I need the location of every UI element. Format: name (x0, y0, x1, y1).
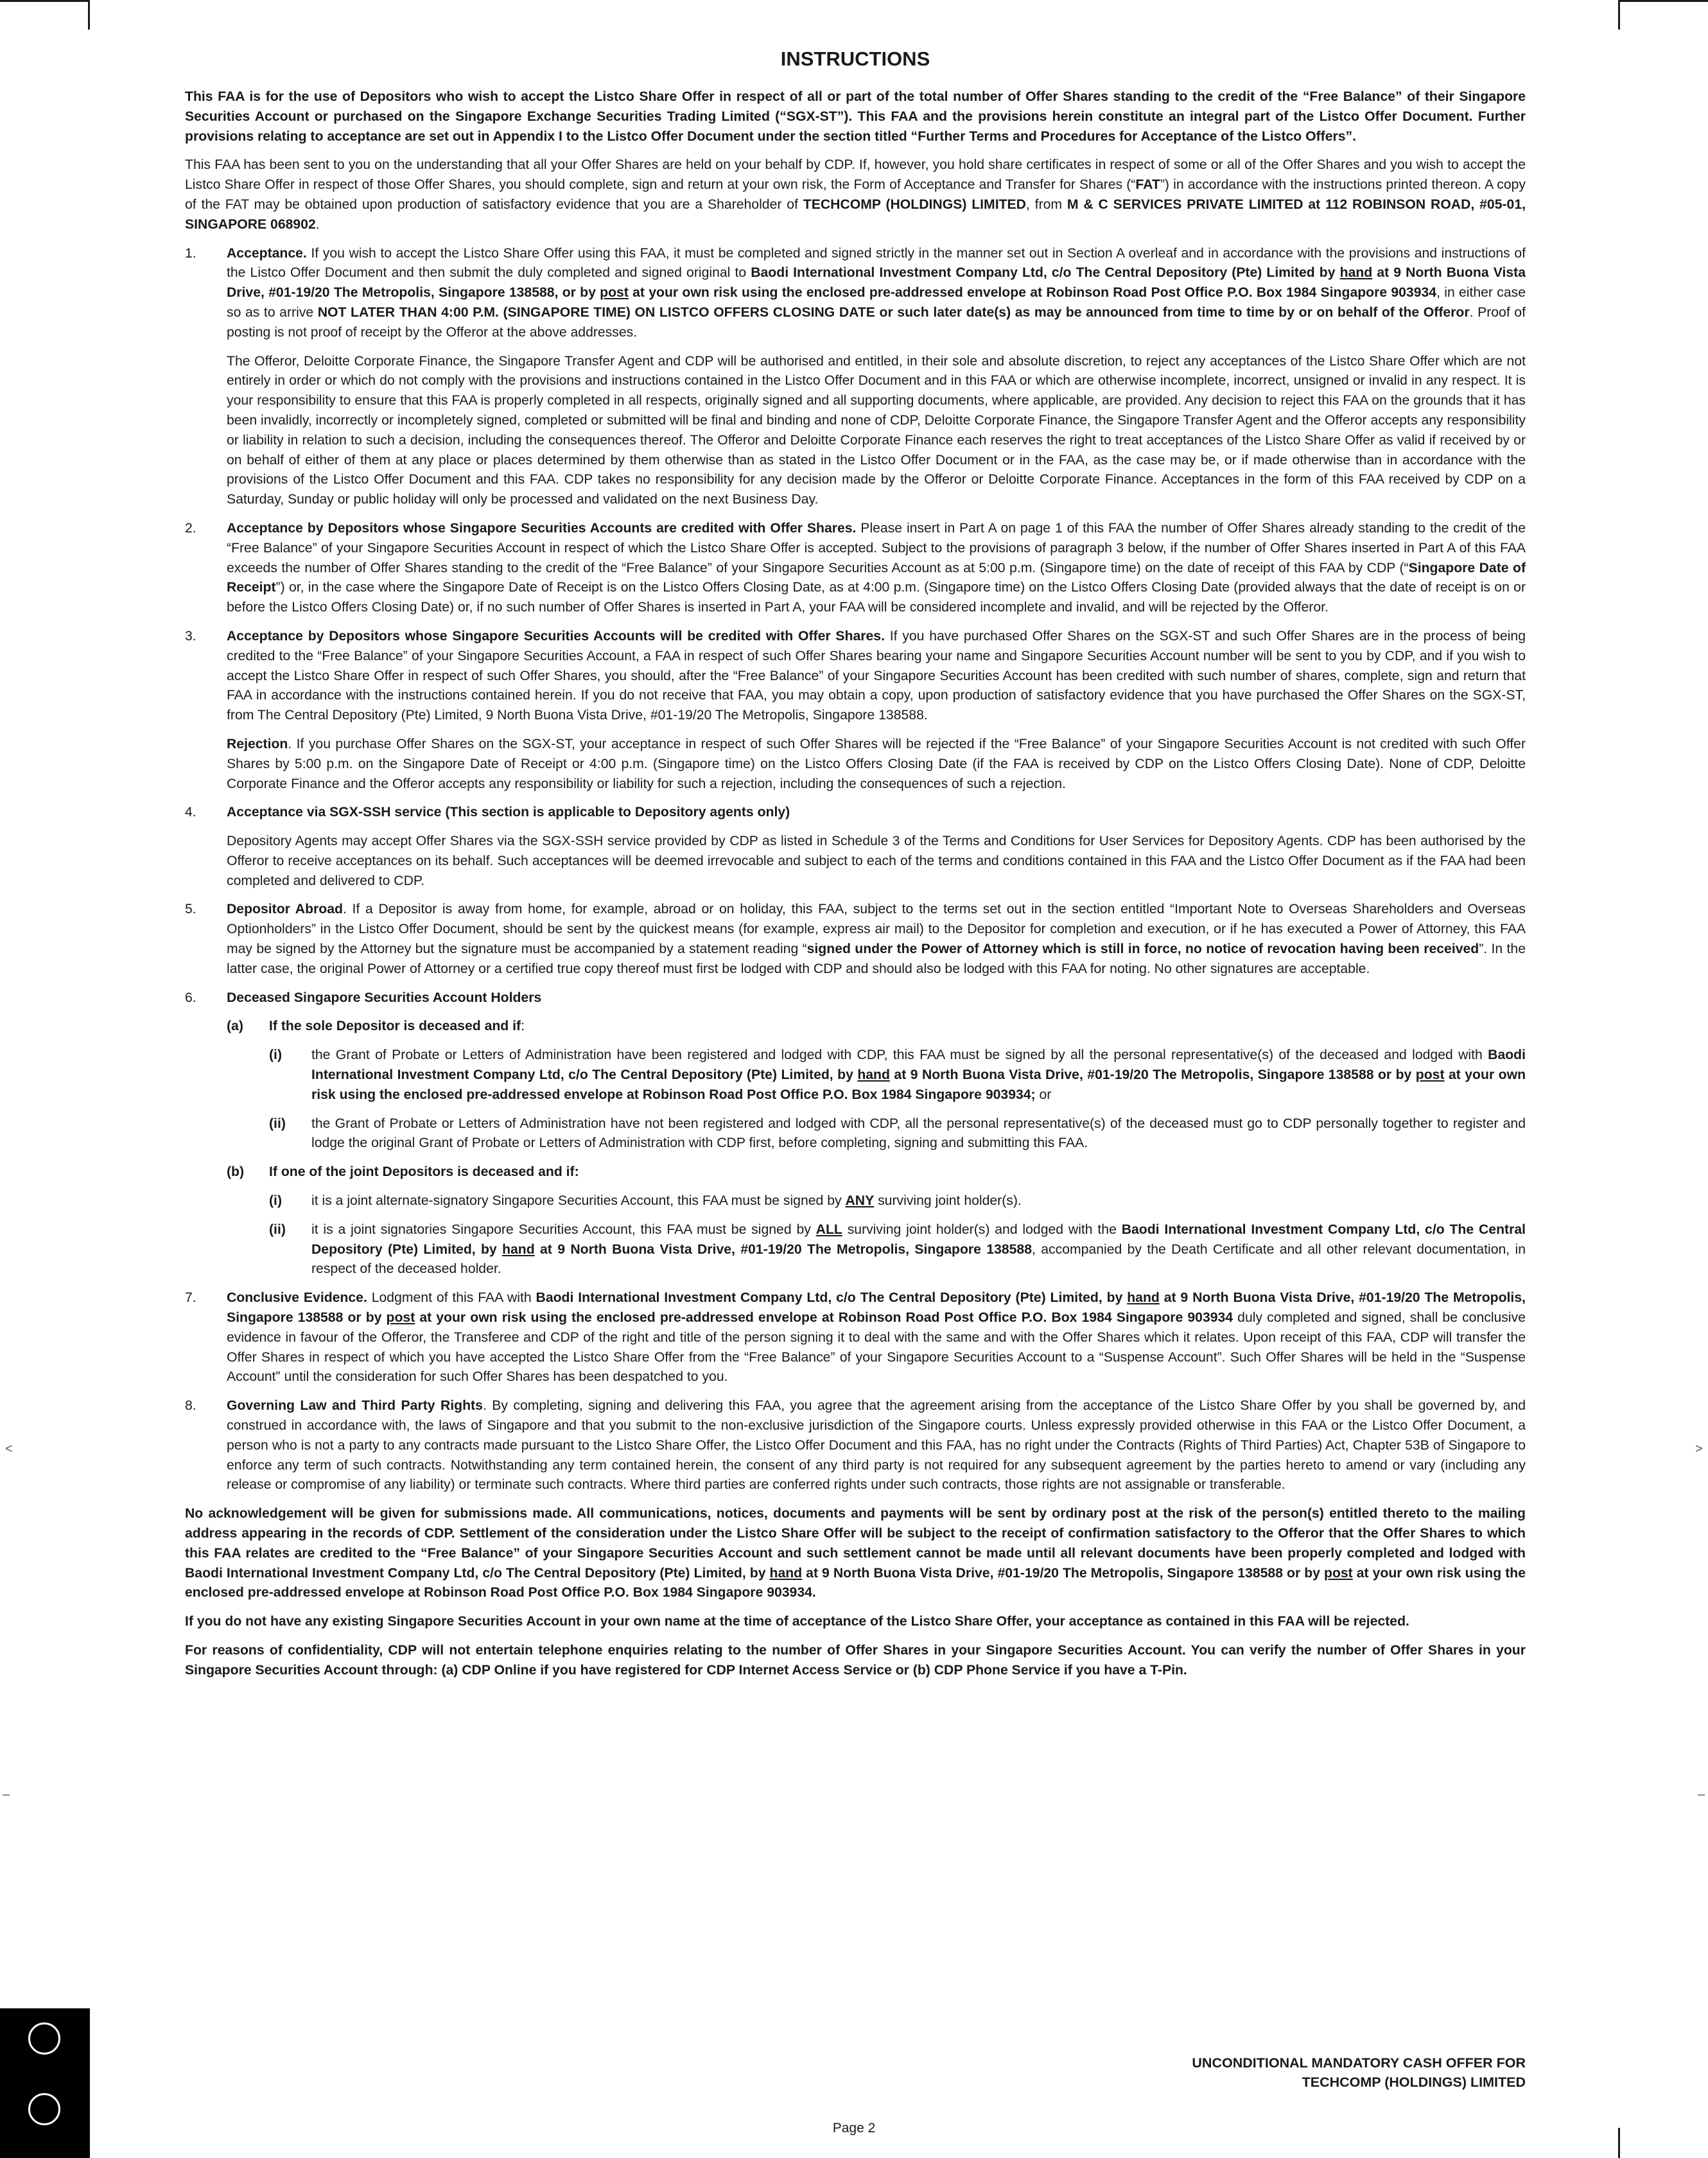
intro-bold-paragraph: This FAA is for the use of Depositors who wish to accept the Listco Share Offer in respect of all or part of the total number of Offer Shares standing to the credit of the “Free Balance” of their Singapore Securities Account or purchased on the Singapore Exchange Securities Trading Limited (“SGX-ST”). This FAA and the provisions herein constitute an integral part of the Listco Offer Document. Further provisions relating to acceptance are set out in Appendix I to the Listco Offer Document under the section titled “Further Terms and Procedures for Acceptance of the Listco Offers”. (185, 89, 1526, 144)
item-paragraph: Governing Law and Third Party Rights. By completing, signing and delivering this FAA, you agree that the agreement arising from the acceptance of the Listco Share Offer by you shall be governed by, and construed in accordance with, the laws of Singapore and that you submit to the non-exclusive jurisdiction of the Singapore courts. Unless expressly provided otherwise in this FAA or the Listco Offer Document, a person who is not a party to any contracts made pursuant to the Listco Share Offer, the Listco Offer Document and this FAA, has no right under the Contracts (Rights of Third Parties) Act, Chapter 53B of Singapore to enforce any term of such contracts. Notwithstanding any term contained herein, the consent of any third party is not required for any subsequent agreement by the parties hereto to amend or vary (including any release or compromise of any liability) or terminate such contracts. Where third parties are conferred rights under such contracts, those rights are not assignable or transferable. (227, 1398, 1526, 1493)
closing-paragraph-no-account: If you do not have any existing Singapore Securities Account in your own name at the time of acceptance of the Listco Share Offer, your acceptance as contained in this FAA will be rejected. (185, 1614, 1409, 1629)
item-paragraph: Conclusive Evidence. Lodgment of this FAA with Baodi International Investment Company Ltd, c/o The Central Depository (Pte) Limited, by hand at 9 North Buona Vista Drive, #01-19/20 The Metropolis, Singapore 138588 or by post at your own risk using the enclosed pre-addressed envelope at Robinson Road Post Office P.O. Box 1984 Singapore 903934 duly completed and signed, shall be conclusive evidence in favour of the Offeror, the Transferee and CDP of the right and title of the person signing it to deal with the same and with the Offer Shares which it relates. Upon receipt of this FAA, CDP will transfer the Offer Shares in respect of which you have accepted the Listco Share Offer from the “Free Balance” of your Singapore Securities Account to a “Suspense Account”. Such Offer Shares will be held in the “Suspense Account” until the consideration for such Offer Shares has been despatched to you. (227, 1290, 1526, 1385)
item-paragraph: Acceptance by Depositors whose Singapore Securities Accounts are credited with Offer Shares. Please insert in Part A on page 1 of this FAA the number of Offer Shares already standing to the credit of the “Free Balance” of your Singapore Securities Account in respect of which the Listco Share Offer is accepted. Subject to the provisions of paragraph 3 below, if the number of Offer Shares inserted in Part A of this FAA exceeds the number of Offer Shares standing to the credit of the “Free Balance” of your Singapore Securities Account as at 5:00 p.m. (Singapore time) on the date of receipt of this FAA by CDP (“Singapore Date of Receipt”) or, in the case where the Singapore Date of Receipt is on the Listco Offers Closing Date, as at 4:00 p.m. (Singapore time) on the Listco Offers Closing Date (provided always that the date of receipt is on or before the Listco Offers Closing Date) or, if no such number of Offer Shares is inserted in Part A, your FAA will be considered incomplete and invalid, and will be rejected by the Offeror. (227, 520, 1526, 615)
instruction-item-credited-accounts (185, 519, 1526, 618)
sub-item-sole-depositor (227, 1017, 1526, 1154)
sub-sub-item-paragraph: it is a joint alternate-signatory Singapore Securities Account, this FAA must be signed by ANY surviving joint holder(s). (311, 1193, 1022, 1209)
sub-item-heading: If the sole Depositor is deceased and if: (269, 1019, 525, 1034)
sub-item-number: (a) (227, 1019, 243, 1034)
sub-sub-item-paragraph: it is a joint signatories Singapore Securities Account, this FAA must be signed by ALL surviving joint holder(s) and lodged with the Baodi International Investment Company Ltd, c/o The Central Depository (Pte) Limited, by hand at 9 North Buona Vista Drive, #01-19/20 The Metropolis, Singapore 138588, accompanied by the Death Certificate and all other relevant documentation, in respect of the deceased holder. (311, 1222, 1526, 1277)
margin-mark-right: > (1695, 1442, 1703, 1456)
item-number: 6. (185, 990, 196, 1005)
footer-line: TECHCOMP (HOLDINGS) LIMITED (1302, 2075, 1526, 2090)
sub-sub-item-paragraph: the Grant of Probate or Letters of Administration have been registered and lodged with CDP, this FAA must be signed by all the personal representative(s) of the deceased and lodged with Baodi International Investment Company Ltd, c/o The Central Depository (Pte) Limited, by hand at 9 North Buona Vista Drive, #01-19/20 The Metropolis, Singapore 138588 or by post at your own risk using the enclosed pre-addressed envelope at Robinson Road Post Office P.O. Box 1984 Singapore 903934; or (311, 1048, 1526, 1102)
sub-sub-item-number: (i) (269, 1193, 282, 1209)
sub-sub-item (269, 1220, 1526, 1279)
sub-sub-item-paragraph: the Grant of Probate or Letters of Administration have not been registered and lodged with CDP, all the personal representative(s) of the deceased must go to CDP personally together to register and lodge the original Grant of Probate or Letters of Administration with CDP first, before completing, signing and submitting this FAA. (311, 1116, 1526, 1151)
item-paragraph-rejection: Rejection. If you purchase Offer Shares on the SGX-ST, your acceptance in respect of such Offer Shares will be rejected if the “Free Balance” of your Singapore Securities Account is not credited with such Offer Shares by 5:00 p.m. on the Singapore Date of Receipt or 4:00 p.m. (Singapore time) on the Listco Offers Closing Date (if the FAA is received by CDP on the Listco Offers Closing Date). None of CDP, Deloitte Corporate Finance and the Offeror accepts any responsibility or liability for such a rejection, including the consequences of such a rejection. (227, 736, 1526, 791)
item-heading: Acceptance via SGX-SSH service (This section is applicable to Depository agents only) (227, 805, 790, 820)
item-number: 8. (185, 1398, 196, 1414)
sub-sub-item-number: (ii) (269, 1116, 286, 1131)
crop-mark-top-right-v (1618, 0, 1620, 30)
footer-offer-title (1192, 2053, 1526, 2092)
sub-sub-item (269, 1191, 1526, 1211)
item-number: 1. (185, 245, 196, 261)
instruction-item-will-be-credited (185, 627, 1526, 794)
instruction-item-conclusive-evidence (185, 1288, 1526, 1387)
item-number: 5. (185, 902, 196, 917)
item-paragraph: Depositor Abroad. If a Depositor is away from home, for example, abroad or on holiday, this FAA, subject to the terms set out in the section entitled “Important Note to Overseas Shareholders and Overseas Optionholders” in the Listco Offer Document, should be sent by the quickest means (for example, express air mail) to the Depositor for completion and execution, or if he has executed a Power of Attorney, this FAA may be signed by the Attorney but the signature must be accompanied by a statement reading “signed under the Power of Attorney which is still in force, no notice of revocation having been received”. In the latter case, the original Power of Attorney or a certified true copy thereof must first be lodged with CDP and should also be lodged with this FAA for noting. No other signatures are acceptable. (227, 902, 1526, 976)
closing-paragraph-confidentiality: For reasons of confidentiality, CDP will not entertain telephone enquiries relating to the number of Offer Shares in your Singapore Securities Account. You can verify the number of Offer Shares in your Singapore Securities Account through: (a) CDP Online if you have registered for CDP Internet Access Service or (b) CDP Phone Service if you have a T-Pin. (185, 1642, 1526, 1678)
item-heading: Deceased Singapore Securities Account Holders (227, 990, 542, 1005)
footer-line: UNCONDITIONAL MANDATORY CASH OFFER FOR (1192, 2055, 1526, 2071)
closing-paragraph-settlement: No acknowledgement will be given for submissions made. All communications, notices, documents and payments will be sent by ordinary post at the risk of the person(s) entitled thereto to the mailing address appearing in the records of CDP. Settlement of the consideration under the Listco Share Offer will be subject to the receipt of confirmation satisfactory to the Offeror that the Offer Shares to which this FAA relates are credited to the “Free Balance” of your Singapore Securities Account and such settlement cannot be made until all relevant documents have been properly completed and lodged with Baodi International Investment Company Ltd, c/o The Central Depository (Pte) Limited, by hand at 9 North Buona Vista Drive, #01-19/20 The Metropolis, Singapore 138588 or by post at your own risk using the enclosed pre-addressed envelope at Robinson Road Post Office P.O. Box 1984 Singapore 903934. (185, 1506, 1526, 1601)
instruction-item-deceased-holders (185, 988, 1526, 1280)
crop-mark-top-left-h (0, 0, 90, 2)
instruction-item-governing-law (185, 1396, 1526, 1495)
margin-mark-left: < (5, 1442, 13, 1456)
instruction-item-sgx-ssh (185, 803, 1526, 891)
intro-paragraph: This FAA has been sent to you on the understanding that all your Offer Shares are held on your behalf by CDP. If, however, you hold share certificates in respect of some or all of the Offer Shares and you wish to accept the Listco Share Offer in respect of those Offer Shares, you should complete, sign and return at your own risk, the Form of Acceptance and Transfer for Shares (“FAT”) in accordance with the instructions printed thereon. A copy of the FAT may be obtained upon production of satisfactory evidence that you are a Shareholder of TECHCOMP (HOLDINGS) LIMITED, from M & C SERVICES PRIVATE LIMITED at 112 ROBINSON ROAD, #05-01, SINGAPORE 068902. (185, 157, 1526, 232)
item-paragraph: Acceptance. If you wish to accept the Listco Share Offer using this FAA, it must be completed and signed strictly in the manner set out in Section A overleaf and in accordance with the provisions and instructions of the Listco Offer Document and then submit the duly completed and signed original to Baodi International Investment Company Ltd, c/o The Central Depository (Pte) Limited by hand at 9 North Buona Vista Drive, #01-19/20 The Metropolis, Singapore 138588, or by post at your own risk using the enclosed pre-addressed envelope at Robinson Road Post Office P.O. Box 1984 Singapore 903934, in either case so as to arrive NOT LATER THAN 4:00 P.M. (SINGAPORE TIME) ON LISTCO OFFERS CLOSING DATE or such later date(s) as may be announced from time to time by or on behalf of the Offeror. Proof of posting is not proof of receipt by the Offeror at the above addresses. (227, 245, 1526, 340)
item-number: 4. (185, 805, 196, 820)
item-number: 2. (185, 520, 196, 536)
instruction-item-depositor-abroad (185, 900, 1526, 979)
sub-sub-item (269, 1114, 1526, 1154)
crop-mark-top-left-v (88, 0, 90, 30)
page-number: Page 2 (832, 2121, 876, 2136)
item-paragraph: Acceptance by Depositors whose Singapore Securities Accounts will be credited with Offer Shares. If you have purchased Offer Shares on the SGX-ST and such Offer Shares are in the process of being credited to the “Free Balance” of your Singapore Securities Account, a FAA in respect of such Offer Shares bearing your name and Singapore Securities Account number will be sent to you by CDP, and if you wish to accept the Listco Share Offer in respect of such Offer Shares, you should, after the “Free Balance” of your Singapore Securities Account has been credited with such number of shares, complete, sign and return that FAA in accordance with the instructions contained herein. If you do not receive that FAA, you may obtain a copy, upon production of satisfactory evidence that you have purchased the Offer Shares on the SGX-ST, from The Central Depository (Pte) Limited, 9 North Buona Vista Drive, #01-19/20 The Metropolis, Singapore 138588. (227, 628, 1526, 723)
instructions-body (185, 46, 1526, 1690)
sub-item-heading: If one of the joint Depositors is deceased and if: (269, 1164, 579, 1180)
sub-item-number: (b) (227, 1164, 245, 1180)
item-paragraph: The Offeror, Deloitte Corporate Finance, the Singapore Transfer Agent and CDP will be authorised and entitled, in their sole and absolute discretion, to reject any acceptances of the Listco Share Offer which are not entirely in order or which do not comply with the provisions and instructions contained in the Listco Offer Document and in this FAA or which are otherwise incomplete, incorrect, unsigned or invalid in any respect. It is your responsibility to ensure that this FAA is properly completed in all respects, originally signed and all supporting documents, where applicable, are provided. Any decision to reject this FAA on the grounds that it has been invalidly, incorrectly or incompletely signed, completed or submitted will be final and binding and none of CDP, Deloitte Corporate Finance, the Singapore Transfer Agent and the Offeror accepts any responsibility or liability in relation to such a decision, including the consequences thereof. The Offeror and Deloitte Corporate Finance each reserves the right to treat acceptances of the Listco Share Offer as valid if received by or on behalf of either of them at any place or places determined by them otherwise than as stated in the Listco Offer Document or in the FAA, as the case may be, or if made otherwise than in accordance with the provisions of the Listco Offer Document and this FAA. CDP takes no responsibility for any decision made by the Offeror or Deloitte Corporate Finance. Acceptances in the form of this FAA received by CDP on a Saturday, Sunday or public holiday will only be processed and validated on the next Business Day. (227, 353, 1526, 507)
sub-item-joint-depositors (227, 1162, 1526, 1279)
item-paragraph: Depository Agents may accept Offer Shares via the SGX-SSH service provided by CDP as listed in Schedule 3 of the Terms and Conditions for User Services for Depository Agents. CDP has been authorised by the Offeror to receive acceptances on its behalf. Such acceptances will be deemed irrevocable and subject to each of the terms and conditions contained in this FAA and the Listco Offer Document as if the FAA had been completed and delivered to CDP. (227, 834, 1526, 888)
crop-mark-top-right-h (1618, 0, 1708, 2)
margin-dash-left: – (3, 1787, 10, 1802)
instruction-item-acceptance (185, 244, 1526, 510)
registration-circle-icon (28, 2022, 60, 2055)
page-title: INSTRUCTIONS (780, 48, 930, 70)
sub-sub-item (269, 1046, 1526, 1105)
sub-sub-item-number: (i) (269, 1048, 282, 1063)
item-number: 3. (185, 628, 196, 644)
item-number: 7. (185, 1290, 196, 1306)
sub-sub-item-number: (ii) (269, 1222, 286, 1237)
margin-dash-right: – (1698, 1787, 1705, 1802)
